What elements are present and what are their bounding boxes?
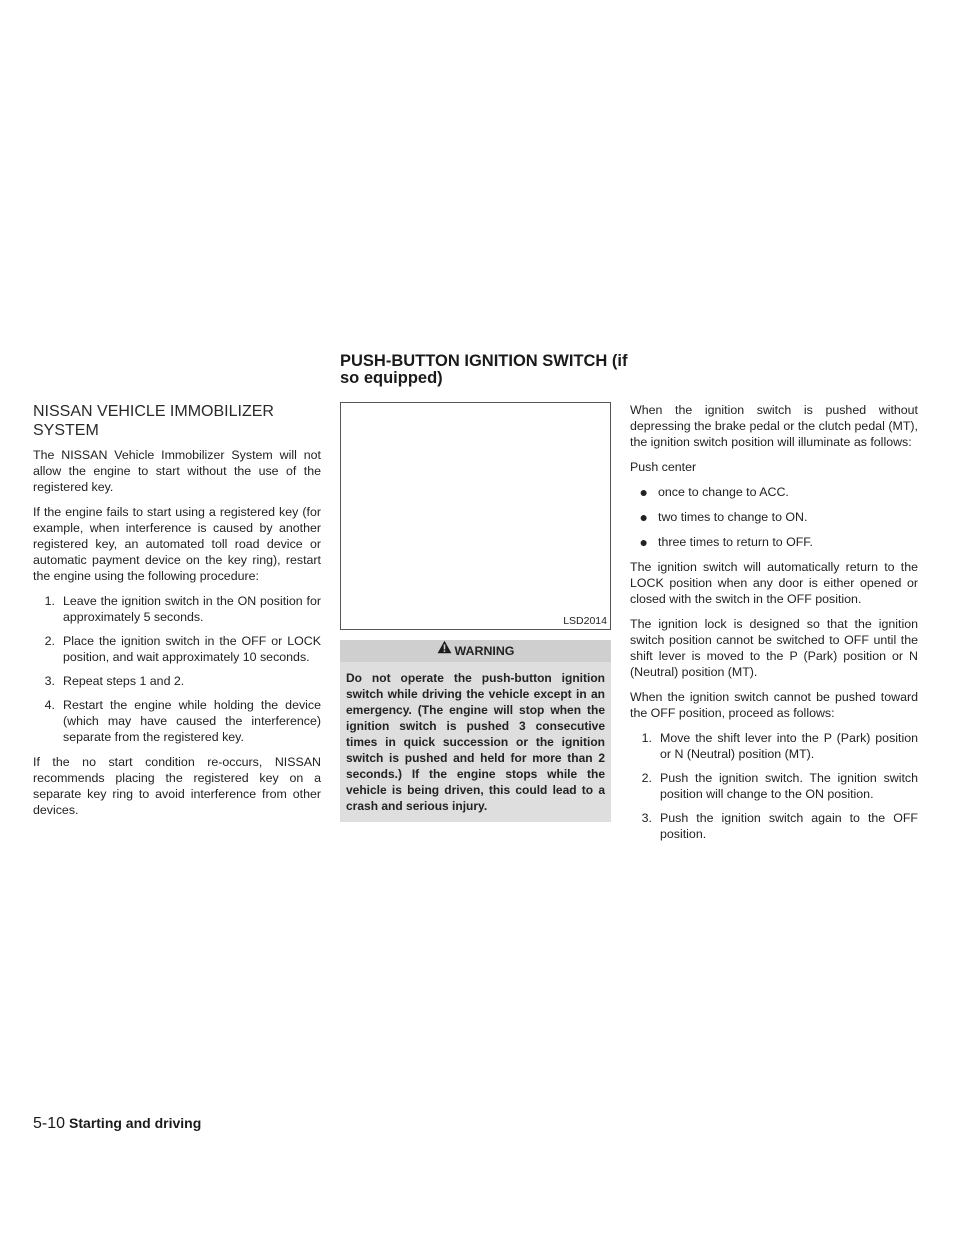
step-text: Move the shift lever into the P (Park) position or N (Neutral) position (MT).: [660, 731, 918, 761]
figure-code: LSD2014: [563, 615, 607, 627]
step-number: 1.: [641, 731, 652, 745]
bullet-text: three times to return to OFF.: [658, 535, 813, 549]
step-text: Repeat steps 1 and 2.: [63, 674, 185, 688]
chapter-title: Starting and driving: [69, 1115, 202, 1131]
step-number: 3.: [44, 674, 55, 688]
list-item: [630, 770, 918, 802]
bullet-icon: ●: [639, 509, 648, 525]
immobilizer-steps: [33, 593, 321, 745]
page-number: 5-10: [33, 1115, 66, 1132]
list-item: [630, 484, 918, 500]
auto-lock-text: The ignition switch will automatically return to the LOCK position when any door is either opened or closed with the switch in the OFF position.: [630, 560, 918, 606]
list-item: [33, 673, 321, 689]
step-text: Leave the ignition switch in the ON position for approximately 5 seconds.: [63, 594, 321, 624]
bullet-text: two times to change to ON.: [658, 510, 808, 524]
list-item: [33, 633, 321, 665]
warning-box: [340, 640, 611, 822]
list-item: [33, 593, 321, 625]
ignition-illumination-text: When the ignition switch is pushed without depressing the brake pedal or the clutch pedal (MT), the ignition switch position will illuminate as follows:: [630, 403, 918, 449]
immobilizer-intro: The NISSAN Vehicle Immobilizer System will not allow the engine to start without the use of the registered key.: [33, 448, 321, 494]
warning-header: [340, 640, 611, 662]
list-item: [630, 509, 918, 525]
push-center-bullets: [630, 484, 918, 550]
step-number: 2.: [641, 771, 652, 785]
list-item: [630, 730, 918, 762]
step-text: Push the ignition switch. The ignition switch position will change to the ON position.: [660, 771, 918, 801]
step-text: Place the ignition switch in the OFF or LOCK position, and wait approximately 10 seconds.: [63, 634, 321, 664]
page-footer: [33, 1113, 201, 1134]
warning-triangle-icon: [437, 639, 452, 661]
warning-label: WARNING: [454, 644, 515, 658]
step-number: 1.: [44, 594, 55, 608]
off-procedure-intro: When the ignition switch cannot be pushed toward the OFF position, proceed as follows:: [630, 690, 918, 720]
illustration-figure: [340, 402, 611, 630]
step-number: 3.: [641, 811, 652, 825]
list-item: [630, 810, 918, 842]
middle-column: [340, 402, 611, 831]
bullet-icon: ●: [639, 484, 648, 500]
ignition-lock-text: The ignition lock is designed so that the ignition switch position cannot be switched to OFF until the shift lever is moved to the P (Park) position or N (Neutral) position (MT).: [630, 617, 918, 679]
bullet-icon: ●: [639, 534, 648, 550]
step-text: Restart the engine while holding the device (which may have caused the interference) separate from the registered key.: [63, 698, 321, 744]
list-item: [33, 697, 321, 745]
section-title: PUSH-BUTTON IGNITION SWITCH (if so equipped): [340, 352, 628, 387]
warning-text: Do not operate the push-button ignition switch while driving the vehicle except in an emergency. (The engine will stop when the ignition switch is pushed 3 consecutive times in quick succession or the ignition switch is pushed and held for more than 2 seconds.) If the engine stops while the vehicle is being driven, this could lead to a crash and serious injury.: [346, 671, 605, 813]
step-text: Push the ignition switch again to the OFF position.: [660, 811, 918, 841]
immobilizer-recommendation: If the no start condition re-occurs, NISSAN recommends placing the registered key on a separate key ring to avoid interference from other devices.: [33, 755, 321, 817]
step-number: 4.: [44, 698, 55, 712]
immobilizer-procedure-intro: If the engine fails to start using a registered key (for example, when interference is caused by another registered key, an automated toll road device or automatic payment device on the key ring), restart the engine using the following procedure:: [33, 505, 321, 583]
left-column: [33, 402, 321, 827]
push-center-label: Push center: [630, 460, 697, 474]
immobilizer-heading: NISSAN VEHICLE IMMOBILIZER SYSTEM: [33, 403, 274, 439]
list-item: [630, 534, 918, 550]
step-number: 2.: [44, 634, 55, 648]
right-column: [630, 402, 918, 851]
off-procedure-steps: [630, 730, 918, 842]
bullet-text: once to change to ACC.: [658, 485, 789, 499]
